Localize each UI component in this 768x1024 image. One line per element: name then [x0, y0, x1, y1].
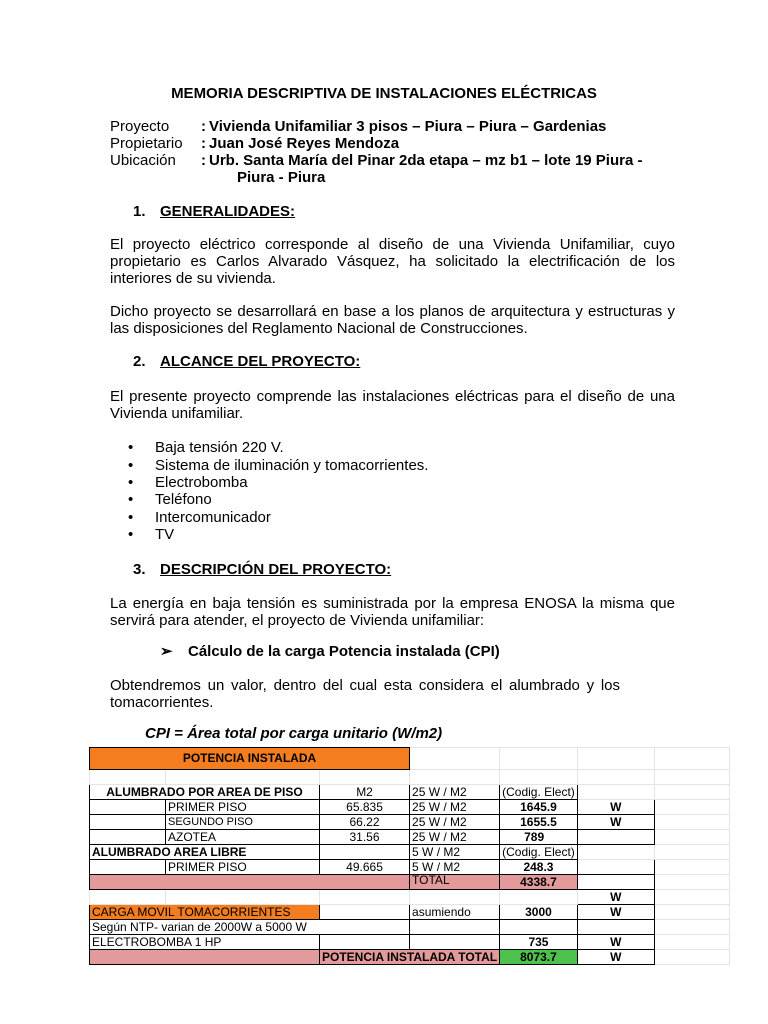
- table-cell: [410, 770, 500, 785]
- table-row: [90, 845, 730, 860]
- table-cell: [577, 748, 654, 770]
- table-cell: [90, 860, 166, 875]
- ubicacion-value-line1: Urb. Santa María del Pinar 2da etapa – mz b1 – lote 19 Piura -: [209, 152, 643, 169]
- propietario-label: Propietario: [110, 135, 183, 152]
- alumbrado-libre-label: ALUMBRADO AREA LIBRE: [90, 845, 320, 860]
- table-cell: [320, 845, 410, 860]
- unit-cell: W: [577, 905, 654, 920]
- bullet-text: Electrobomba: [155, 474, 248, 491]
- watts-cell: 248.3: [500, 860, 578, 875]
- total-value: 4338.7: [500, 875, 578, 890]
- bullet-item: [128, 526, 174, 543]
- proyecto-colon: :: [201, 118, 206, 135]
- table-cell: [166, 890, 320, 905]
- propietario-colon: :: [201, 135, 206, 152]
- ubicacion-colon: :: [201, 152, 206, 169]
- paragraph-descripcion-1: La energía en baja tensión es suministrada por la empresa ENOSA la misma que servirá para atender, el proyecto de Vivienda unifamiliar:: [110, 595, 675, 629]
- unit-cell: W: [577, 935, 654, 950]
- table-row: [90, 860, 730, 875]
- section-number: 3.: [133, 561, 146, 578]
- rate-cell: 25 W / M2: [410, 800, 500, 815]
- rate-cell: 25 W / M2: [410, 785, 500, 800]
- table-cell: [654, 905, 729, 920]
- unit-cell: [577, 875, 654, 890]
- proyecto-value: Vivienda Unifamiliar 3 pisos – Piura – Piura – Gardenias: [209, 118, 607, 135]
- total-band: [90, 875, 410, 890]
- table-cell: [500, 920, 578, 935]
- section-heading-alcance: [133, 353, 360, 370]
- table-cell: [577, 785, 654, 800]
- table-cell: [166, 770, 320, 785]
- table-cell: [654, 770, 729, 785]
- table-row: [90, 905, 730, 920]
- cpi-formula: CPI = Área total por carga unitario (W/m2): [145, 725, 443, 742]
- table-row-grand-total: [90, 950, 730, 965]
- table-cell: [90, 830, 166, 845]
- table-cell: [654, 845, 729, 860]
- section-title: GENERALIDADES:: [160, 203, 296, 220]
- area-cell: 66.22: [320, 815, 410, 830]
- unit-cell: W: [577, 815, 654, 830]
- table-cell: [654, 830, 729, 845]
- table-cell: [577, 770, 654, 785]
- propietario-value: Juan José Reyes Mendoza: [209, 135, 400, 152]
- bullet-item: [128, 509, 271, 526]
- table-cell: [410, 748, 500, 770]
- ubicacion-label: Ubicación: [110, 152, 176, 169]
- watts-cell: 789: [500, 830, 578, 845]
- ubicacion-value-line2: Piura - Piura: [237, 169, 326, 186]
- electrobomba-label: ELECTROBOMBA 1 HP: [90, 935, 320, 950]
- table-header: POTENCIA INSTALADA: [90, 748, 410, 770]
- table-row: [90, 920, 730, 935]
- bullet-text: Intercomunicador: [155, 509, 271, 526]
- table-cell: [500, 770, 578, 785]
- bullet-icon: •: [128, 491, 134, 508]
- table-row: [90, 815, 730, 830]
- watts-cell: 1645.9: [500, 800, 578, 815]
- section-title: ALCANCE DEL PROYECTO:: [160, 353, 361, 370]
- note-cell: asumiendo: [410, 905, 500, 920]
- rate-cell: 5 W / M2: [410, 845, 500, 860]
- carga-movil-value: 3000: [500, 905, 578, 920]
- table-cell: [410, 935, 500, 950]
- table-row: [90, 800, 730, 815]
- unit-cell: W: [577, 950, 654, 965]
- carga-movil-label: CARGA MOVIL TOMACORRIENTES: [90, 905, 320, 920]
- table-cell: [654, 890, 729, 905]
- bullet-text: Sistema de iluminación y tomacorrientes.: [155, 457, 429, 474]
- note-cell: (Codig. Elect): [500, 785, 578, 800]
- bullet-icon: •: [128, 509, 134, 526]
- bullet-item: [128, 457, 428, 474]
- potencia-instalada-table: [89, 747, 730, 965]
- table-cell: [90, 890, 166, 905]
- rate-cell: 25 W / M2: [410, 830, 500, 845]
- table-cell: [500, 748, 578, 770]
- bullet-icon: •: [128, 457, 134, 474]
- table-cell: [654, 785, 729, 800]
- section-number: 1.: [133, 203, 146, 220]
- rate-cell: 25 W / M2: [410, 815, 500, 830]
- table-cell: [577, 845, 654, 860]
- paragraph-generalidades-1: El proyecto eléctrico corresponde al diseño de una Vivienda Unifamiliar, cuyo propietario es Carlos Alvarado Vásquez, ha solicitado la electrificación de los interiores de su vivienda.: [110, 236, 675, 287]
- bullet-icon: •: [128, 526, 134, 543]
- table-header-row: [90, 748, 730, 770]
- floor-name-cell: SEGUNDO PISO: [166, 815, 320, 830]
- section-title: DESCRIPCIÓN DEL PROYECTO:: [160, 561, 392, 578]
- unit-cell: [577, 860, 654, 875]
- table-cell: [654, 950, 729, 965]
- subheading-text: Cálculo de la carga Potencia instalada (CPI): [188, 643, 500, 660]
- subheading-calculo: [160, 642, 500, 660]
- bullet-text: TV: [155, 526, 175, 543]
- ntp-note: Según NTP- varian de 2000W a 5000 W: [90, 920, 410, 935]
- table-cell: [90, 815, 166, 830]
- bullet-item: [128, 474, 248, 491]
- table-cell: [410, 920, 500, 935]
- grand-total-band: [90, 950, 320, 965]
- area-cell: 31.56: [320, 830, 410, 845]
- floor-name-cell: PRIMER PISO: [166, 860, 320, 875]
- table-cell: [654, 875, 729, 890]
- table-cell: [654, 935, 729, 950]
- table-cell: [654, 800, 729, 815]
- bullet-item: [128, 439, 284, 456]
- watts-cell: 1655.5: [500, 815, 578, 830]
- paragraph-generalidades-2: Dicho proyecto se desarrollará en base a los planos de arquitectura y estructuras y las disposiciones del Reglamento Nacional de Construcciones.: [110, 303, 675, 337]
- bullet-text: Baja tensión 220 V.: [155, 439, 284, 456]
- grand-total-label: POTENCIA INSTALADA TOTAL: [320, 950, 500, 965]
- section-heading-generalidades: [133, 203, 295, 220]
- grand-total-value: 8073.7: [500, 950, 578, 965]
- table-cell: [654, 748, 729, 770]
- area-cell: 65.835: [320, 800, 410, 815]
- proyecto-label: Proyecto: [110, 118, 170, 135]
- table-cell: [320, 890, 410, 905]
- total-label: TOTAL: [410, 875, 500, 890]
- table-cell: [654, 860, 729, 875]
- table-row-total: [90, 875, 730, 890]
- electrobomba-value: 735: [500, 935, 578, 950]
- table-row: [90, 770, 730, 785]
- table-cell: [410, 890, 500, 905]
- alumbrado-piso-label: ALUMBRADO POR AREA DE PISO: [90, 785, 320, 800]
- table-cell: [654, 920, 729, 935]
- note-cell: (Codig. Elect): [500, 845, 578, 860]
- document-title: MEMORIA DESCRIPTIVA DE INSTALACIONES ELÉCTRICAS: [171, 85, 597, 102]
- table-cell: [320, 935, 410, 950]
- bullet-text: Teléfono: [155, 491, 212, 508]
- rate-cell: 5 W / M2: [410, 860, 500, 875]
- section-number: 2.: [133, 353, 146, 370]
- section-heading-descripcion: [133, 561, 391, 578]
- paragraph-alcance: El presente proyecto comprende las instalaciones eléctricas para el diseño de una Vivienda unifamiliar.: [110, 388, 675, 422]
- table-cell: [320, 905, 410, 920]
- floor-name-cell: PRIMER PISO: [166, 800, 320, 815]
- table-cell: [90, 800, 166, 815]
- area-cell: 49.665: [320, 860, 410, 875]
- table-row: [90, 935, 730, 950]
- unit-cell: W: [577, 890, 654, 905]
- arrow-bullet-icon: ➢: [160, 643, 173, 660]
- bullet-item: [128, 491, 212, 508]
- table-cell: [320, 770, 410, 785]
- table-cell: [90, 770, 166, 785]
- table-cell: [654, 815, 729, 830]
- paragraph-descripcion-2: Obtendremos un valor, dentro del cual esta considera el alumbrado y los tomacorrientes.: [110, 677, 620, 711]
- table-row: [90, 890, 730, 905]
- floor-name-cell: AZOTEA: [166, 830, 320, 845]
- area-unit-cell: M2: [320, 785, 410, 800]
- table-row: [90, 785, 730, 800]
- table-cell: [500, 890, 578, 905]
- table-row: [90, 830, 730, 845]
- bullet-icon: •: [128, 474, 134, 491]
- bullet-icon: •: [128, 439, 134, 456]
- unit-cell: W: [577, 800, 654, 815]
- table-cell: [577, 920, 654, 935]
- unit-cell: [577, 830, 654, 845]
